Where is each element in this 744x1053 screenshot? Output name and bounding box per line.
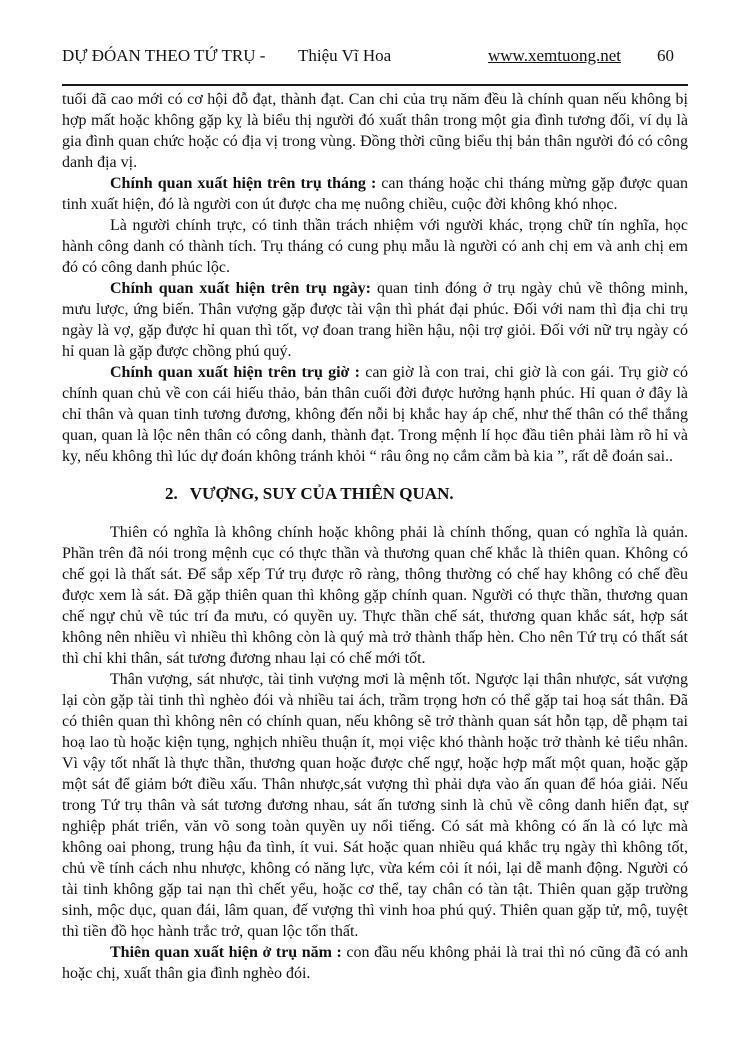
paragraph: tuổi đã cao mới có cơ hội đỗ đạt, thành đạt. Can chi của trụ năm đều là chính quan nếu không bị hợp mất hoặc không gặp kỵ là biểu thị người đó xuất thân trong một gia đình tương đối, ví dụ là gia đình quan chức hoặc có địa vị trong vùng. Đồng thời cũng biểu thị bản thân người đó có công danh địa vị. xyxy=(62,91,688,171)
paragraph-text: quan tinh đóng ở trụ ngày chủ về thông minh, mưu lược, ứng biến. Thân vượng gặp được tài vận thì phát đại phúc. Đối với nam thì địa chi trụ ngày là vợ, gặp được hỉ quan thì tốt, vợ đoan trang hiền hậu, nội trợ giỏi. Đối với nữ trụ ngày có hỉ quan là gặp được chồng phú quý. xyxy=(62,280,688,360)
page-header xyxy=(62,45,688,67)
header-divider xyxy=(62,84,688,86)
paragraph-lead: Chính quan xuất hiện trên trụ tháng : xyxy=(110,175,377,192)
paragraph-lead: Chính quan xuất hiện trên trụ giờ : xyxy=(110,364,360,381)
paragraph xyxy=(62,942,688,984)
paragraph: Là người chính trực, có tinh thần trách nhiệm với người khác, trọng chữ tín nghĩa, học hành công danh có thành tích. Trụ tháng có cung phụ mẫu là người có anh chị em và anh chị em đó có công danh phúc lộc. xyxy=(62,217,688,276)
paragraph: Thân vượng, sát nhược, tài tinh vượng mơi là mệnh tốt. Ngược lại thân nhược, sát vượng lại còn gặp tài tinh thì nghèo đói và nhiều tai ách, trầm trọng hơn có thể gặp tai hoạ sát thân. Đã có thiên quan thì không nên có chính quan, nếu không sẽ trở thành quan sát hỗn tạp, dễ phạm tai hoạ lao tù hoặc kiện tụng, nghịch nhiều thuận ít, mọi việc khó thành hoặc trở thành kẻ tiểu nhân. Vì vậy tốt nhất là thực thần, thương quan hoặc được chế ngự, hoặc hợp mất một quan, hoặc gặp một sát để giảm bớt điều xấu. Thân nhược,sát vượng thì phải dựa vào ấn quan để hóa giải. Nếu trong Tứ trụ thân và sát tương đương nhau, sát ấn tương sinh là chủ về công danh hiển đạt, sự nghiệp phát triển, văn võ song toàn quyền uy nổi tiếng. Có sát mà không có ấn là có lực mà không oai phong, trung hậu đa tình, ít vui. Sát hoặc quan nhiều quá khắc trụ ngày thì không tốt, chủ về tính cách nhu nhược, không có năng lực, vừa kém cỏi ít nói, lại dễ manh động. Người có tài tinh không gặp tai nạn thì chết yểu, hoặc cơ thể, tay chân có tàn tật. Thiên quan gặp trường sinh, mộc dục, quan đái, lâm quan, đế vượng thì vinh hoa phú quý. Thiên quan gặp tử, mộ, tuyệt thì tiền đồ học hành trắc trở, quan lộc tổn thất. xyxy=(62,671,688,940)
book-title: DỰ ĐÓAN THEO TỨ TRỤ - xyxy=(62,46,266,65)
paragraph xyxy=(62,173,688,215)
page-number: 60 xyxy=(657,46,674,65)
section-number: 2. xyxy=(165,484,178,503)
website-link[interactable]: www.xemtuong.net xyxy=(488,46,621,65)
paragraph-lead: Thiên quan xuất hiện ở trụ năm : xyxy=(110,944,342,961)
paragraph xyxy=(62,278,688,362)
paragraph-text: con đầu nếu không phải là trai thì nó cũng đã có anh hoặc chị, xuất thân gia đình nghèo đói. xyxy=(62,944,689,982)
paragraph-lead: Chính quan xuất hiện trên trụ ngày: xyxy=(110,280,372,297)
page-content xyxy=(62,89,688,984)
paragraph-text: can tháng hoặc chi tháng mừng gặp được quan tinh xuất hiện, đó là người con út được cha mẹ nuông chiều, cuộc đời không khó nhọc. xyxy=(62,175,689,213)
paragraph-text: can giờ là con trai, chi giờ là con gái. Trụ giờ có chính quan chủ về con cái hiếu thảo, bản thân cuối đời được hưởng hạnh phúc. Hỉ quan ở đây là chỉ thân và quan tinh tương đương, không đến nỗi bị khắc hay áp chế, như thế thân có thể thắng quan, quan là lộc nên thân có công danh, thành đạt. Trong mệnh lí học đầu tiên phải làm rõ hỉ và ky, nếu không thì lúc dự đoán không tránh khỏi “ râu ông nọ cắm cằm bà kia ”, rất dễ đoán sai.. xyxy=(62,364,688,465)
author-name: Thiệu Vĩ Hoa xyxy=(298,46,392,65)
paragraph: Thiên có nghĩa là không chính hoặc không phải là chính thống, quan có nghĩa là quản. Phần trên đã nói trong mệnh cục có thực thần và thương quan chế khắc là thiên quan. Không có chế gọi là thất sát. Để sắp xếp Tứ trụ được rõ ràng, thông thường có chế hay không có chế đều được xem là sát. Đã gặp thiên quan thì không gặp chính quan. Người có thực thần, thương quan chế ngự chủ về túc trí đa mưu, có quyền uy. Thực thần chế sát, thương quan khắc sát, hợp sát không nên nhiều vì nhiều thì không còn là quý mà trở thành thấp hèn. Cho nên Tứ trụ có thất sát thì chỉ khi thân, sát tương đương nhau lại có chế mới tốt. xyxy=(62,524,688,667)
paragraph xyxy=(62,362,688,467)
section-title: VƯỢNG, SUY CỦA THIÊN QUAN. xyxy=(189,484,454,503)
section-heading xyxy=(165,483,688,505)
